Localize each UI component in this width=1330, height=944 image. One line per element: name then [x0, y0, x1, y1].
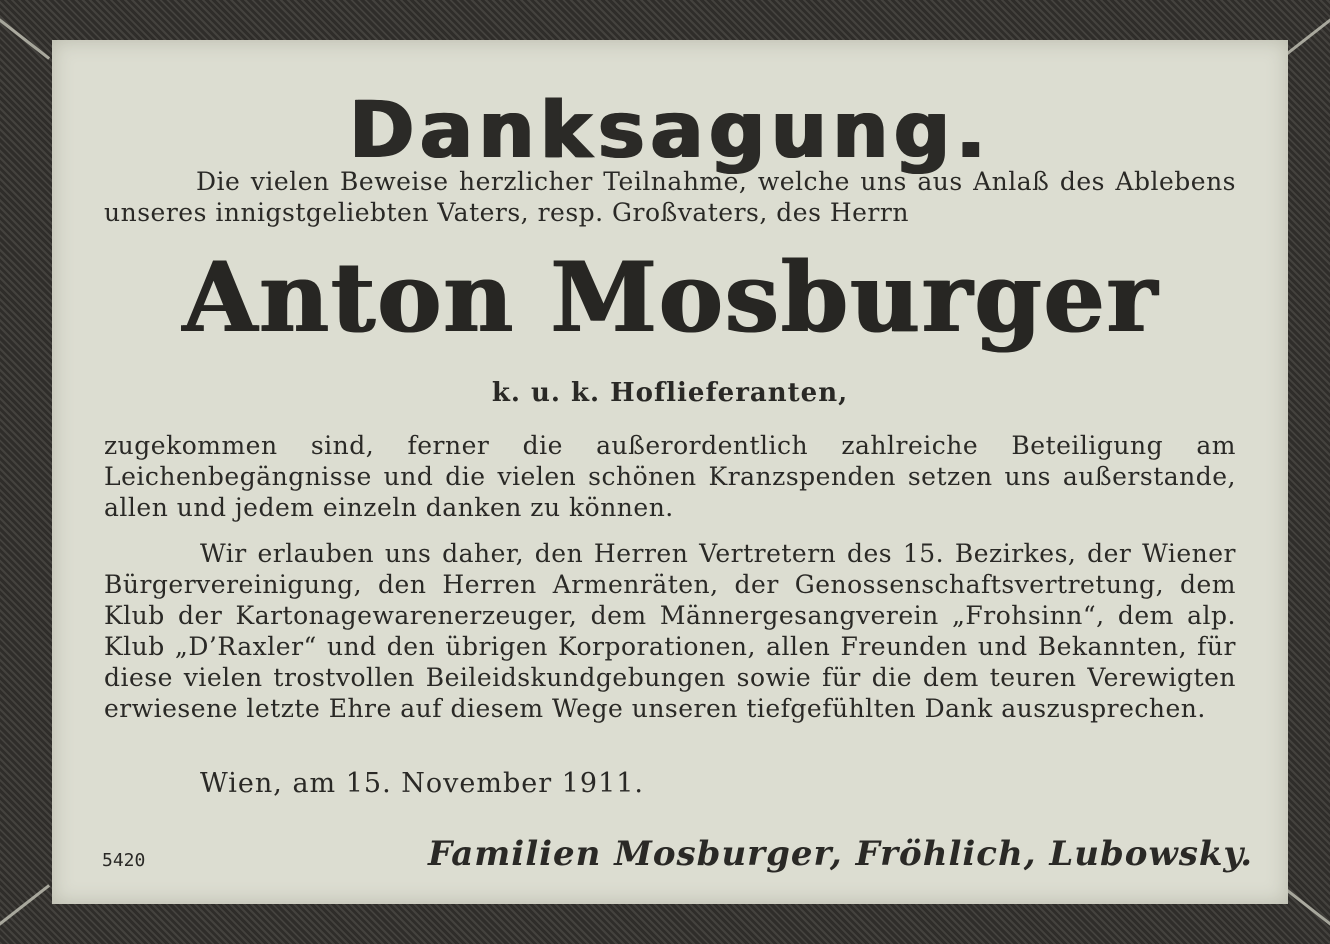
deceased-name: Anton Mosburger — [181, 241, 1159, 354]
signature: Familien Mosburger, Fröhlich, Lubowsky. — [428, 834, 1254, 874]
place-date: Wien, am 15. November 1911. — [200, 768, 645, 799]
border-corner-mark — [0, 884, 50, 929]
body-paragraph-1: zugekommen sind, ferner die außerordentlich zahlreiche Beteiligung am Leichenbegängnisse und die vielen schönen Kranzspenden setzen uns außerstande, allen und jedem einzeln danken zu können. — [104, 431, 1236, 522]
intro-text: Die vielen Beweise herzlicher Teilnahme, welche uns aus Anlaß des Ablebens unseres innigstgeliebten Vaters, resp. Großvaters, des Herrn — [104, 167, 1236, 227]
ad-reference-number: 5420 — [102, 850, 146, 871]
border-corner-mark — [0, 14, 50, 59]
body-paragraph-2: Wir erlauben uns daher, den Herren Vertretern des 15. Bezirkes, der Wiener Bürgervereinigung, den Herren Armenräten, der Genossenschaftsvertretung, dem Klub der Kartonagewarenerzeuger, dem Männergesangverein „Frohsinn“, dem alp. Klub „D’Raxler“ und den übrigen Korporationen, allen Freunden und Bekannten, für diese vielen trostvollen Beileidskundgebungen sowie für die dem teuren Verewigten erwiesene letzte Ehre auf diesem Wege unseren tiefgefühlten Dank auszusprechen. — [104, 539, 1236, 723]
deceased-title: k. u. k. Hoflieferanten, — [491, 378, 849, 408]
notice-panel — [52, 40, 1288, 904]
notice-title: Danksagung. — [348, 86, 992, 176]
